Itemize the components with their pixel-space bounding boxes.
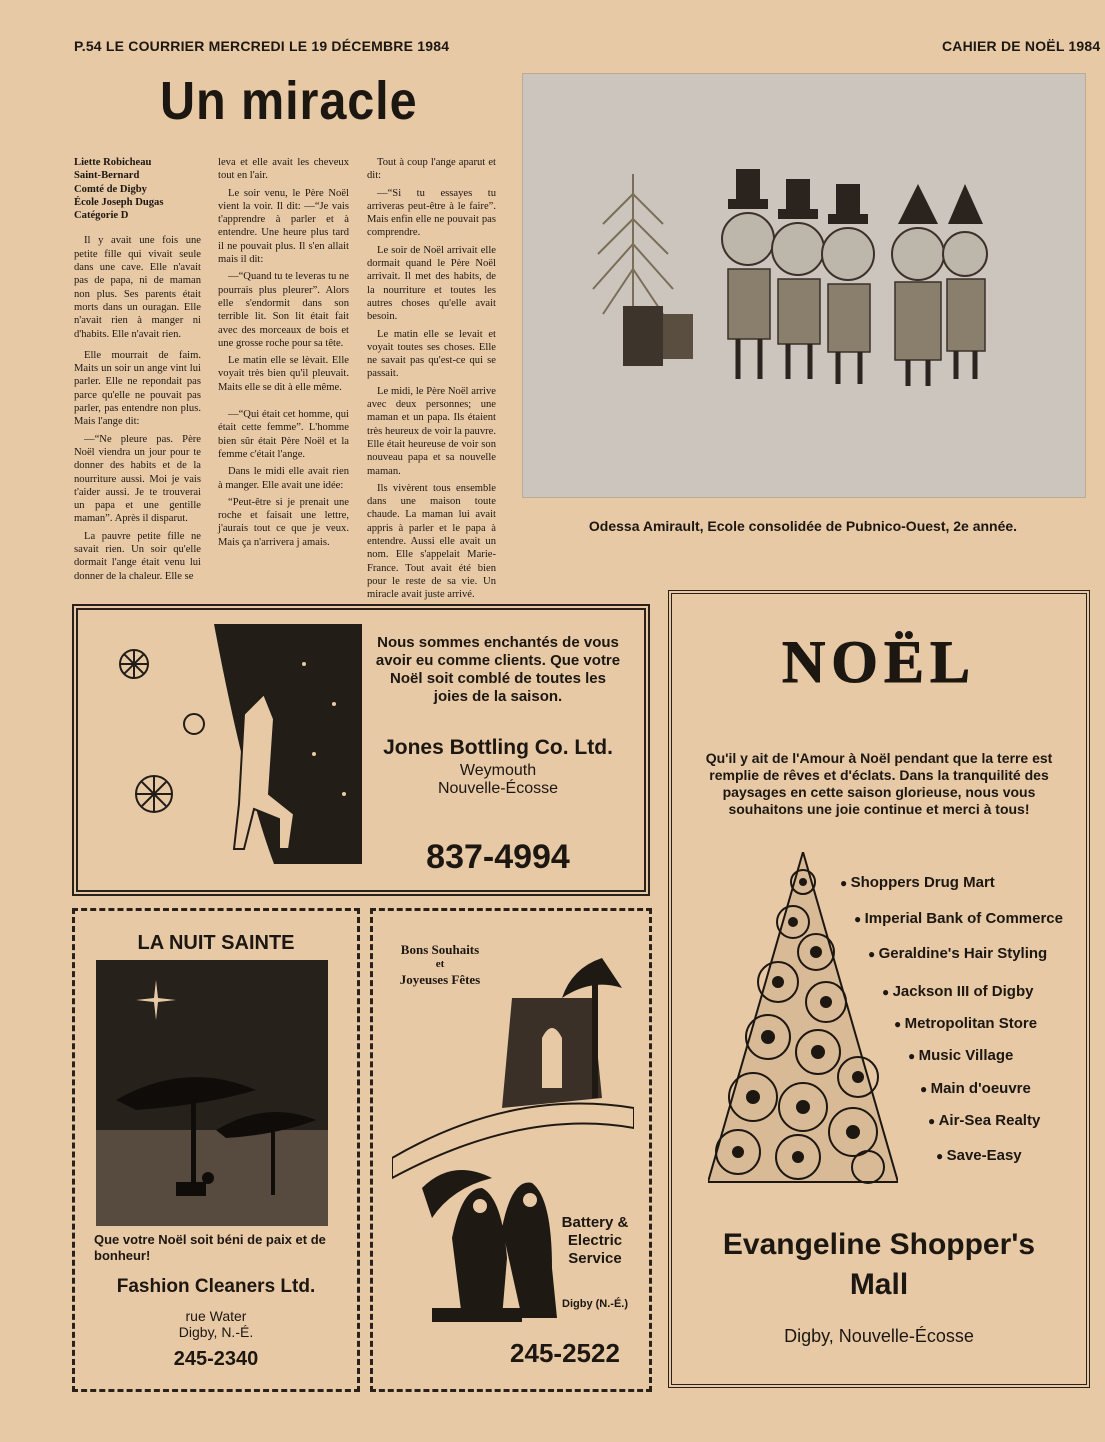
battery-phone: 245-2522: [510, 1338, 620, 1368]
jones-phone: 837-4994: [426, 838, 570, 876]
article-title: Un miracle: [160, 71, 418, 131]
fashion-town: Digby, N.-É.: [178, 1324, 254, 1340]
fashion-phone: 245-2340: [173, 1348, 259, 1370]
battery-town: Digby (N.-É.): [562, 1298, 628, 1310]
byline-name: Liette Robicheau: [74, 157, 152, 168]
paragraph: Le matin elle se levait et voyait toutes ses choses. Elle ne savait pas qu'est-ce qui se passait.: [367, 328, 496, 380]
fashion-cleaners-ad: [72, 908, 360, 1392]
byline-category: Catégorie D: [74, 210, 129, 222]
photo-caption: Odessa Amirault, Ecole consolidée de Pubnico-Ouest, 2e année.: [588, 518, 1018, 534]
paragraph: Tout à coup l'ange aparut et dit:: [367, 157, 496, 182]
jones-message: Nous sommes enchantés de vous avoir eu comme clients. Que votre Noël soit comblé de toutes les joies de la saison.: [375, 634, 621, 705]
battery-greeting-2: et: [435, 958, 445, 970]
store-item: ● Save-Easy: [936, 1147, 1022, 1164]
byline-county: Comté de Digby: [74, 183, 147, 195]
battery-company-3: Service: [568, 1250, 622, 1267]
mall-name-line1: Evangeline Shopper's: [722, 1228, 1036, 1261]
store-item: ● Imperial Bank of Commerce: [854, 910, 1063, 927]
article-column-3: [367, 156, 496, 606]
battery-greeting-1: Bons Souhaits: [400, 942, 480, 957]
article-column-2: [218, 156, 349, 553]
jones-company: Jones Bottling Co. Ltd.: [383, 736, 613, 759]
fashion-message: Que votre Noël soit béni de paix et de bonheur!: [94, 1232, 326, 1263]
paragraph: Le soir venu, le Père Noël vient la voir. Il dit: —“Je vais t'apprendre à parler et à entendre. Une heure plus tard il ne pouvait plus. Il s'en allait mais il dit:: [218, 187, 349, 266]
battery-company-2: Electric: [567, 1232, 623, 1249]
article-column-1: [74, 156, 201, 587]
paragraph: Il y avait une fois une petite fille qui vivait seule dans une cave. Elle n'avait pas de papa, ni de maman non plus. Ses parents était morts dans un ouragan. Elle n'avait rien à manger ni d'habits. Elle n'avait rien.: [74, 235, 201, 340]
store-item: ● Main d'oeuvre: [920, 1080, 1031, 1097]
paragraph: —“Qui était cet homme, qui était cette femme”. L'homme bien sûr était Père Noël et la femme c'était l'ange.: [218, 409, 349, 460]
mall-town: Digby, Nouvelle-Écosse: [784, 1326, 974, 1346]
store-item: ● Geraldine's Hair Styling: [868, 945, 1047, 962]
jones-province: Nouvelle-Écosse: [437, 780, 559, 797]
paragraph: —“Ne pleure pas. Père Noël viendra un jour pour te donner des habits et de la nourriture aussi. Moi je vais t'aider aussi. Je te trouverai un papa et une gentille maman”. Après il disparut.: [74, 433, 201, 525]
byline-school: École Joseph Dugas: [74, 196, 164, 208]
flight-to-egypt-illustration: [392, 938, 634, 1348]
paragraph: “Peut-être si je prenait une roche et faisait une lettre, j'aurais tout ce que je veux. Mais ça n'arrivera j amais.: [218, 496, 349, 548]
drawing-illustration: [523, 74, 1085, 497]
store-item: ● Air-Sea Realty: [928, 1112, 1040, 1129]
ornament-tree-illustration: [708, 852, 898, 1192]
evangeline-mall-ad: [668, 590, 1090, 1388]
paragraph: Le matin elle se lèvait. Elle voyait très bien qu'il pleuvait. Maits elle se dit à elle même.: [218, 355, 349, 393]
paragraph: Le soir de Noël arrivait elle dormait quand le Père Noël arrivait. Il met des habits, de la nourriture et toutes les autres choses qu'elle avait besoin.: [367, 244, 496, 323]
store-item: ● Music Village: [908, 1047, 1013, 1064]
jones-bottling-ad: [72, 604, 650, 896]
battery-greeting-3: Joyeuses Fêtes: [399, 972, 481, 987]
store-item: ● Shoppers Drug Mart: [840, 874, 995, 891]
reindeer-illustration: [94, 624, 362, 864]
byline-place: Saint-Bernard: [74, 170, 140, 182]
jones-town: Weymouth: [459, 762, 537, 779]
paragraph: —“Si tu essayes tu arriveras peut-être à le faire”. Mais enfin elle ne pouvait pas comprendre.: [367, 187, 496, 239]
store-item: ● Jackson III of Digby: [882, 983, 1033, 1000]
paragraph: Ils vivèrent tous ensemble dans une maison toute chaude. La maman lui avait appris à parler et le papa à entendre. Aussi elle avait un nom. Elle s'appelait Marie-France. Tout avait été bien pour le reste de sa vie. Un miracle avait juste arrivé.: [367, 482, 496, 601]
fashion-company: Fashion Cleaners Ltd.: [116, 1276, 316, 1297]
fashion-heading: LA NUIT SAINTE: [137, 932, 295, 954]
paragraph: —“Quand tu te leveras tu ne pourrais plus pleurer”. Alors elle s'endormit dans son terrible lit. Son lit était fait avec des morceaux de bois et une grosse roche pour sa tête.: [218, 271, 349, 349]
paragraph: Elle mourrait de faim. Maits un soir un ange vint lui parler. Elle ne repondait pas parce qu'elle ne pouvait pas parler, pas entendre non plus. Mais l'ange dit:: [74, 349, 201, 428]
mall-name-line2: Mall: [849, 1268, 909, 1301]
battery-electric-ad: [370, 908, 652, 1392]
fashion-street: rue Water: [185, 1308, 247, 1324]
paragraph: Le midi, le Père Noël arrive avec deux personnes; une maman et un papa. Ils étaient très heureux de voir la pauvre. Elle était heureuse de voir son nouveau papa et sa nouvelle maman.: [367, 385, 496, 477]
mall-message: Qu'il y ait de l'Amour à Noël pendant que la terre est remplie de rêves et d'éclats. Dans la tranquilité des paysages en cette saison glorieuse, nous vous souhaitons une joie continue et merci à tous!: [705, 750, 1053, 817]
holy-night-illustration: [96, 960, 328, 1226]
store-item: ● Metropolitan Store: [894, 1015, 1037, 1032]
child-drawing-photo: [522, 73, 1086, 498]
paragraph: La pauvre petite fille ne savait rien. Un soir qu'elle dormait l'ange était venu lui donner de la chaleur. Elle se: [74, 530, 201, 582]
mall-heading: NOËL: [781, 629, 977, 695]
page-header-right: CAHIER DE NOËL 1984: [942, 38, 1101, 54]
paragraph: Dans le midi elle avait rien à manger. Elle avait une idée:: [218, 466, 349, 491]
page-header-left: P.54 LE COURRIER MERCREDI LE 19 DÉCEMBRE 1984: [74, 38, 450, 54]
paragraph: leva et elle avait les cheveux tout en l'air.: [218, 157, 349, 182]
battery-company-1: Battery &: [561, 1214, 629, 1231]
